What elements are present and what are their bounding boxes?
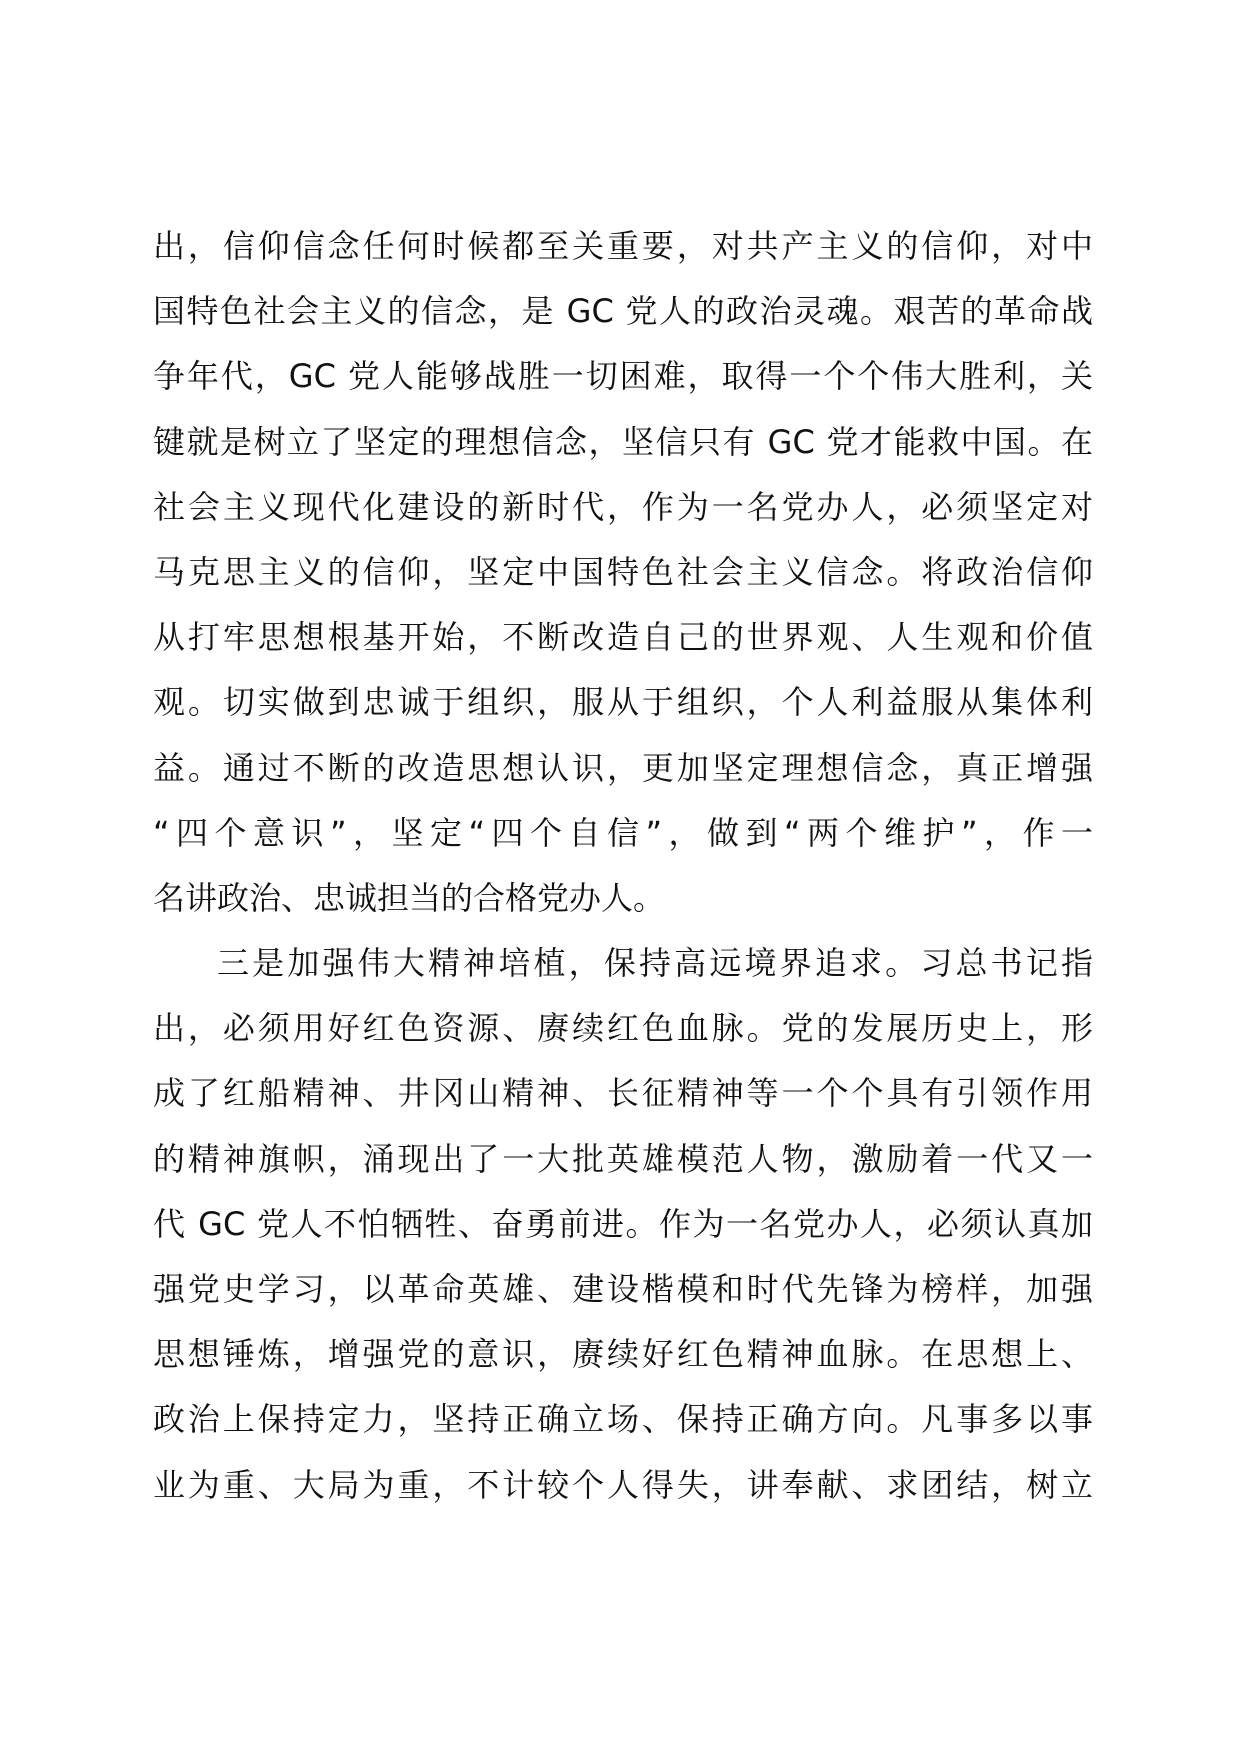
- text-line: 思想锤炼，增强党的意识，赓续好红色精神血脉。在思想上、: [153, 1335, 1093, 1374]
- text-line: 成了红船精神、井冈山精神、长征精神等一个个具有引领作用: [153, 1074, 1093, 1113]
- text-line: 益。通过不断的改造思想认识，更加坚定理想信念，真正增强: [153, 748, 1093, 787]
- text-line: 业为重、大局为重，不计较个人得失，讲奉献、求团结，树立: [153, 1465, 1093, 1504]
- text-line: “四个意识”，坚定“四个自信”，做到“两个维护”，作一: [153, 813, 1093, 852]
- text-line: 代 GC 党人不怕牺牲、奋勇前进。作为一名党办人，必须认真加: [153, 1204, 1093, 1243]
- text-line: 强党史学习，以革命英雄、建设楷模和时代先锋为榜样，加强: [153, 1270, 1093, 1308]
- text-line: 键就是树立了坚定的理想信念，坚信只有 GC 党才能救中国。在: [153, 422, 1093, 461]
- text-line: 社会主义现代化建设的新时代，作为一名党办人，必须坚定对: [153, 487, 1093, 526]
- text-line: 观。切实做到忠诚于组织，服从于组织，个人利益服从集体利: [153, 683, 1093, 722]
- text-line: 争年代，GC 党人能够战胜一切困难，取得一个个伟大胜利，关: [153, 357, 1093, 396]
- body-text: [153, 214, 1093, 1518]
- text-line: 国特色社会主义的信念，是 GC 党人的政治灵魂。艰苦的革命战: [153, 292, 1093, 331]
- text-line: 出，信仰信念任何时候都至关重要，对共产主义的信仰，对中: [153, 227, 1093, 265]
- text-line: 的精神旗帜，涌现出了一大批英雄模范人物，激励着一代又一: [153, 1139, 1093, 1178]
- text-line: 政治上保持定力，坚持正确立场、保持正确方向。凡事多以事: [153, 1400, 1093, 1439]
- paragraph-end-line: 名讲政治、忠诚担当的合格党办人。: [153, 878, 666, 917]
- text-line: 马克思主义的信仰，坚定中国特色社会主义信念。将政治信仰: [153, 552, 1093, 591]
- paragraph-start-line: 三是加强伟大精神培植，保持高远境界追求。习总书记指: [217, 944, 1093, 983]
- text-line: 出，必须用好红色资源、赓续红色血脉。党的发展历史上，形: [153, 1009, 1093, 1048]
- text-line: 从打牢思想根基开始，不断改造自己的世界观、人生观和价值: [153, 618, 1093, 657]
